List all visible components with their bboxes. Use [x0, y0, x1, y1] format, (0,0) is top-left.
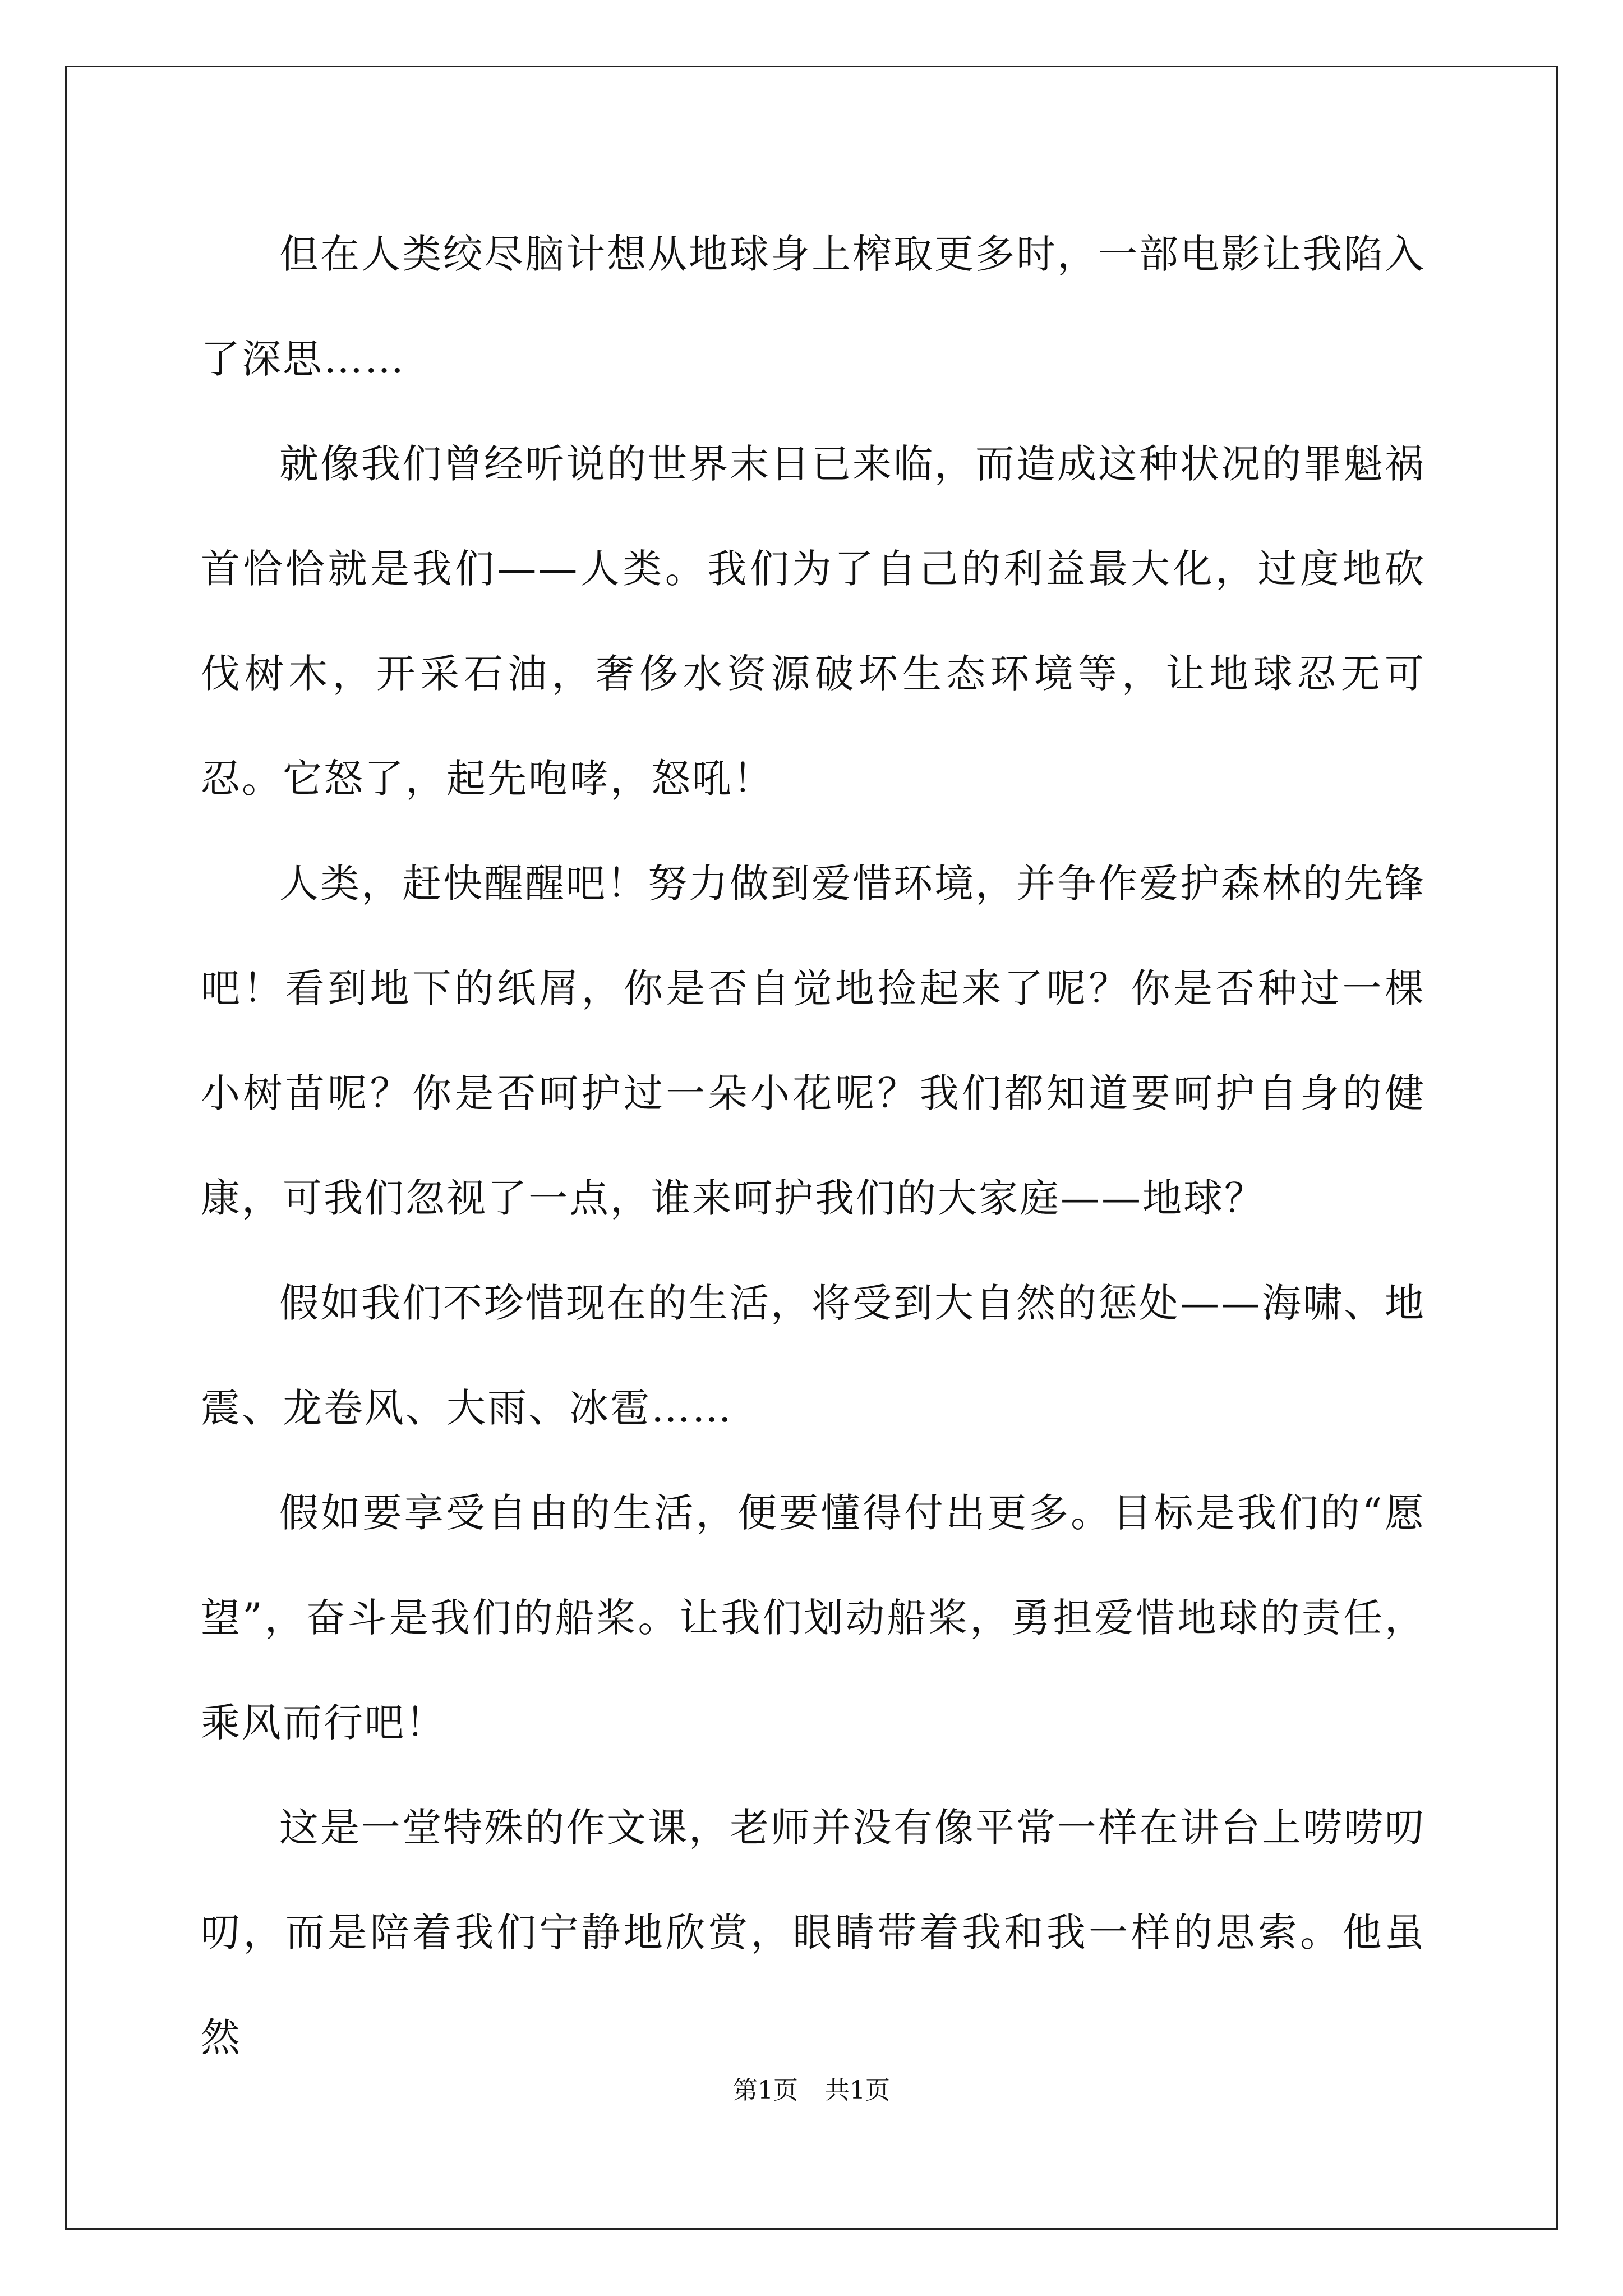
- paragraph-2: 就像我们曾经听说的世界末日已来临，而造成这种状况的罪魁祸首恰恰就是我们——人类。我们为了自己的利益最大化，过度地砍伐树木，开采石油，奢侈水资源破坏生态环境等，让地球忍无可忍。它怒了，起先咆哮，怒吼！: [201, 441, 1426, 802]
- paragraph-6: 这是一堂特殊的作文课，老师并没有像平常一样在讲台上唠唠叨叨，而是陪着我们宁静地欣赏，眼睛带着我和我一样的思索。他虽然: [201, 1805, 1426, 2060]
- total-pages: 共1页: [825, 2076, 890, 2105]
- page-number: 第1页: [733, 2076, 798, 2105]
- document-body: [201, 202, 1426, 2090]
- page-footer: [0, 2074, 1623, 2108]
- paragraph-3: 人类，赶快醒醒吧！努力做到爱惜环境，并争作爱护森林的先锋吧！看到地下的纸屑，你是否自觉地捡起来了呢？你是否种过一棵小树苗呢？你是否呵护过一朵小花呢？我们都知道要呵护自身的健康，可我们忽视了一点，谁来呵护我们的大家庭——地球？: [201, 861, 1426, 1221]
- paragraph-5: 假如要享受自由的生活，便要懂得付出更多。目标是我们的“愿望”，奋斗是我们的船桨。让我们划动船桨，勇担爱惜地球的责任，乘风而行吧！: [201, 1490, 1426, 1746]
- paragraph-1: 但在人类绞尽脑计想从地球身上榨取更多时，一部电影让我陷入了深思……: [201, 231, 1426, 382]
- paragraph-4: 假如我们不珍惜现在的生活，将受到大自然的惩处——海啸、地震、龙卷风、大雨、冰雹……: [201, 1280, 1426, 1431]
